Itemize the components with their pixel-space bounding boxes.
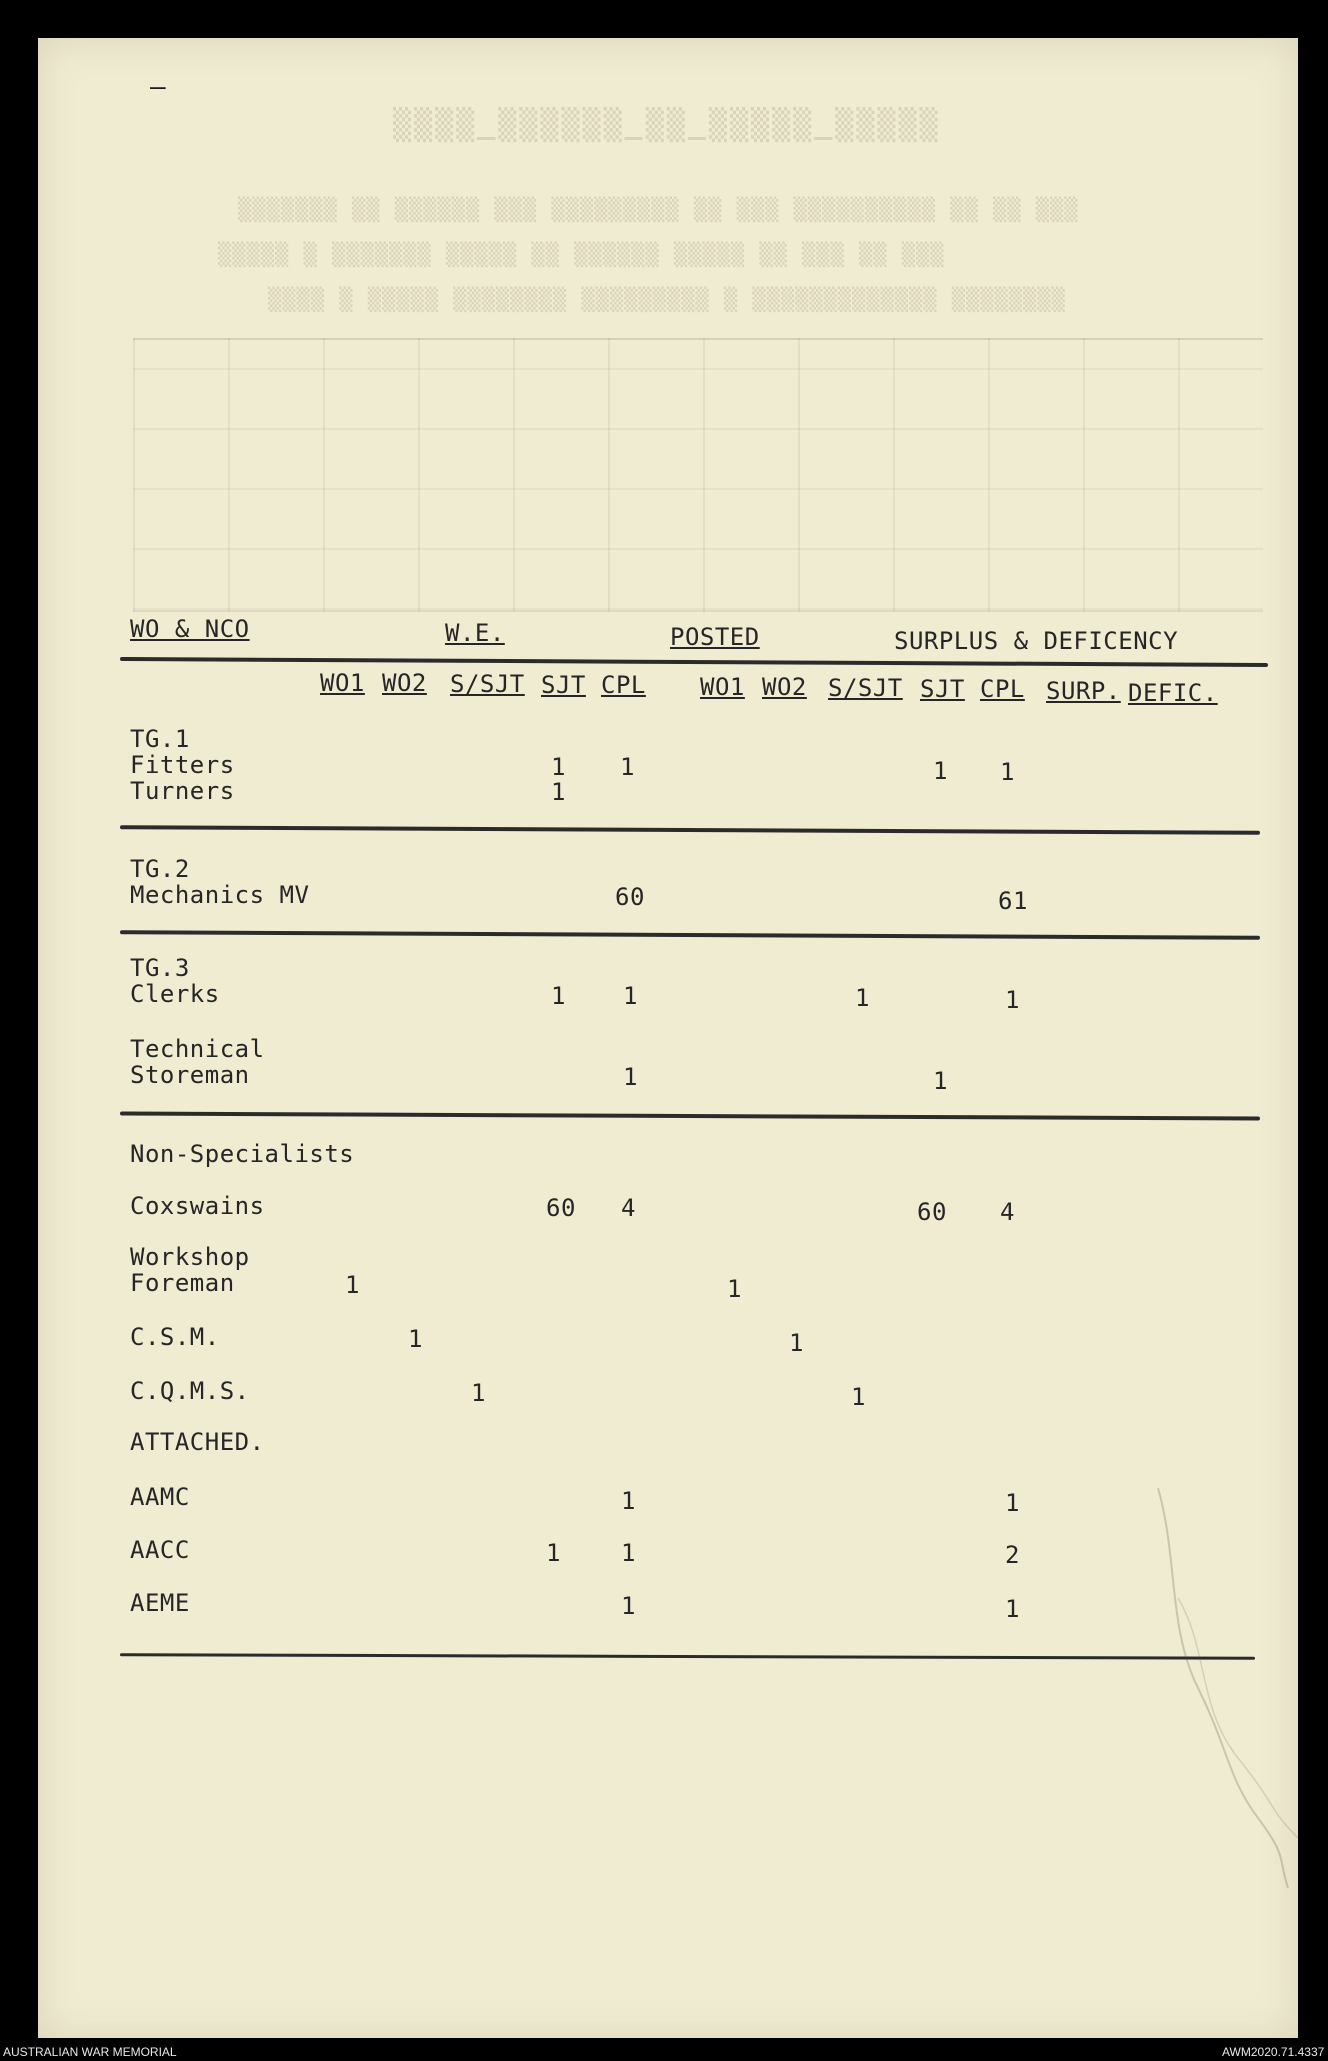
row-label-technical: Technical xyxy=(130,1035,265,1063)
cell-clerks-we-sjt: 1 xyxy=(551,982,566,1010)
cell-coxswains-we-sjt: 60 xyxy=(546,1194,576,1222)
cell-csm-p-wo2: 1 xyxy=(789,1329,804,1357)
section-title-tg1: TG.1 xyxy=(130,725,190,753)
cell-aamc-we-cpl: 1 xyxy=(621,1487,636,1515)
cell-foreman-we-wo1: 1 xyxy=(345,1271,360,1299)
subheader-posted-wo1: WO1 xyxy=(700,673,745,701)
subheader-posted-sjt: SJT xyxy=(920,675,965,703)
paper-crease xyxy=(1138,1478,1298,1898)
header-we: W.E. xyxy=(445,619,505,647)
cell-fitters-we-sjt: 1 xyxy=(551,753,566,781)
cell-aeme-we-cpl: 1 xyxy=(621,1592,636,1620)
cell-coxswains-we-cpl: 4 xyxy=(621,1194,636,1222)
row-label-turners: Turners xyxy=(130,777,235,805)
row-label-fitters: Fitters xyxy=(130,751,235,779)
cell-coxswains-p-sjt: 60 xyxy=(917,1198,947,1226)
section-rule-tg3 xyxy=(120,1112,1260,1121)
section-title-tg2: TG.2 xyxy=(130,855,190,883)
cell-aacc-we-sjt: 1 xyxy=(546,1539,561,1567)
cell-fitters-p-cpl: 1 xyxy=(1000,758,1015,786)
section-title-non-specialists: Non-Specialists xyxy=(130,1140,355,1168)
cell-storeman-p-sjt: 1 xyxy=(933,1067,948,1095)
cell-mechanics-p-cpl: 61 xyxy=(998,887,1028,915)
cell-clerks-p-cpl: 1 xyxy=(1005,986,1020,1014)
footer-archive-id: AWM2020.71.4337 xyxy=(1222,2045,1325,2059)
subheader-we-sjt: SJT xyxy=(541,671,586,699)
section-rule-tg1 xyxy=(120,825,1260,835)
section-rule-tg2 xyxy=(120,930,1260,940)
cell-foreman-p-wo1: 1 xyxy=(727,1275,742,1303)
subheader-we-ssjt: S/SJT xyxy=(450,670,525,698)
cell-cqms-p-ssjt: 1 xyxy=(851,1383,866,1411)
subheader-defic: DEFIC. xyxy=(1128,679,1218,707)
cell-aacc-p-cpl: 2 xyxy=(1005,1541,1020,1569)
row-label-cqms: C.Q.M.S. xyxy=(130,1377,250,1405)
document-page xyxy=(38,38,1298,2038)
cell-aacc-we-cpl: 1 xyxy=(621,1539,636,1567)
cell-storeman-we-cpl: 1 xyxy=(623,1063,638,1091)
header-wo-nco: WO & NCO xyxy=(130,615,250,643)
header-surplus-deficiency: SURPLUS & DEFICENCY xyxy=(894,627,1179,655)
section-title-tg3: TG.3 xyxy=(130,954,190,982)
bleed-through-line: ▒▒▒▒▒ ▒ ▒▒▒▒▒▒▒ ▒▒▒▒▒ ▒▒ ▒▒▒▒▒▒ ▒▒▒▒▒ ▒▒ ▒▒▒ ▒▒ ▒▒▒ xyxy=(218,243,945,268)
header-posted: POSTED xyxy=(670,623,760,651)
pen-mark: — xyxy=(150,72,166,102)
cell-cqms-we-ssjt: 1 xyxy=(471,1379,486,1407)
subheader-posted-ssjt: S/SJT xyxy=(828,674,903,702)
subheader-we-cpl: CPL xyxy=(601,671,646,699)
subheader-posted-wo2: WO2 xyxy=(762,673,807,701)
row-label-csm: C.S.M. xyxy=(130,1323,220,1351)
row-label-aamc: AAMC xyxy=(130,1483,190,1511)
cell-aamc-p-cpl: 1 xyxy=(1005,1489,1020,1517)
row-label-clerks: Clerks xyxy=(130,980,220,1008)
bleed-through-line: ▒▒▒▒ ▒ ▒▒▒▒▒ ▒▒▒▒▒▒▒▒ ▒▒▒▒▒▒▒▒▒ ▒ ▒▒▒▒▒▒▒▒▒▒▒▒▒ ▒▒▒▒▒▒▒▒ xyxy=(268,288,1066,313)
cell-mechanics-we-cpl: 60 xyxy=(615,883,645,911)
cell-coxswains-p-cpl: 4 xyxy=(1000,1198,1015,1226)
subheader-surp: SURP. xyxy=(1046,677,1121,705)
row-label-coxswains: Coxswains xyxy=(130,1192,265,1220)
row-label-workshop: Workshop xyxy=(130,1243,250,1271)
cell-turners-we-sjt: 1 xyxy=(551,778,566,806)
cell-clerks-we-cpl: 1 xyxy=(623,982,638,1010)
section-title-attached: ATTACHED. xyxy=(130,1428,265,1456)
subheader-we-wo2: WO2 xyxy=(382,669,427,697)
cell-clerks-p-ssjt: 1 xyxy=(855,984,870,1012)
subheader-we-wo1: WO1 xyxy=(320,669,365,697)
bleed-through-line: ▒▒▒▒▒▒▒ ▒▒ ▒▒▒▒▒▒ ▒▒▒ ▒▒▒▒▒▒▒▒▒ ▒▒ ▒▒▒ ▒▒▒▒▒▒▒▒▒▒ ▒▒ ▒▒ ▒▒▒ xyxy=(238,198,1079,223)
cell-aeme-p-cpl: 1 xyxy=(1005,1595,1020,1623)
bleed-through-title: ▒▒▒▒ ▒▒▒▒▒▒ ▒▒ ▒▒▒▒▒ ▒▒▒▒▒ xyxy=(393,108,941,143)
cell-fitters-p-sjt: 1 xyxy=(933,757,948,785)
cell-fitters-we-cpl: 1 xyxy=(620,753,635,781)
row-label-storeman: Storeman xyxy=(130,1061,250,1089)
row-label-aacc: AACC xyxy=(130,1536,190,1564)
row-label-mechanics-mv: Mechanics MV xyxy=(130,881,310,909)
subheader-posted-cpl: CPL xyxy=(980,675,1025,703)
row-label-aeme: AEME xyxy=(130,1589,190,1617)
row-label-foreman: Foreman xyxy=(130,1269,235,1297)
cell-csm-we-wo2: 1 xyxy=(408,1325,423,1353)
footer-archive-name: AUSTRALIAN WAR MEMORIAL xyxy=(3,2045,177,2059)
closing-rule xyxy=(120,1653,1255,1660)
header-rule xyxy=(120,657,1268,667)
bleed-through-table xyxy=(133,338,1263,612)
